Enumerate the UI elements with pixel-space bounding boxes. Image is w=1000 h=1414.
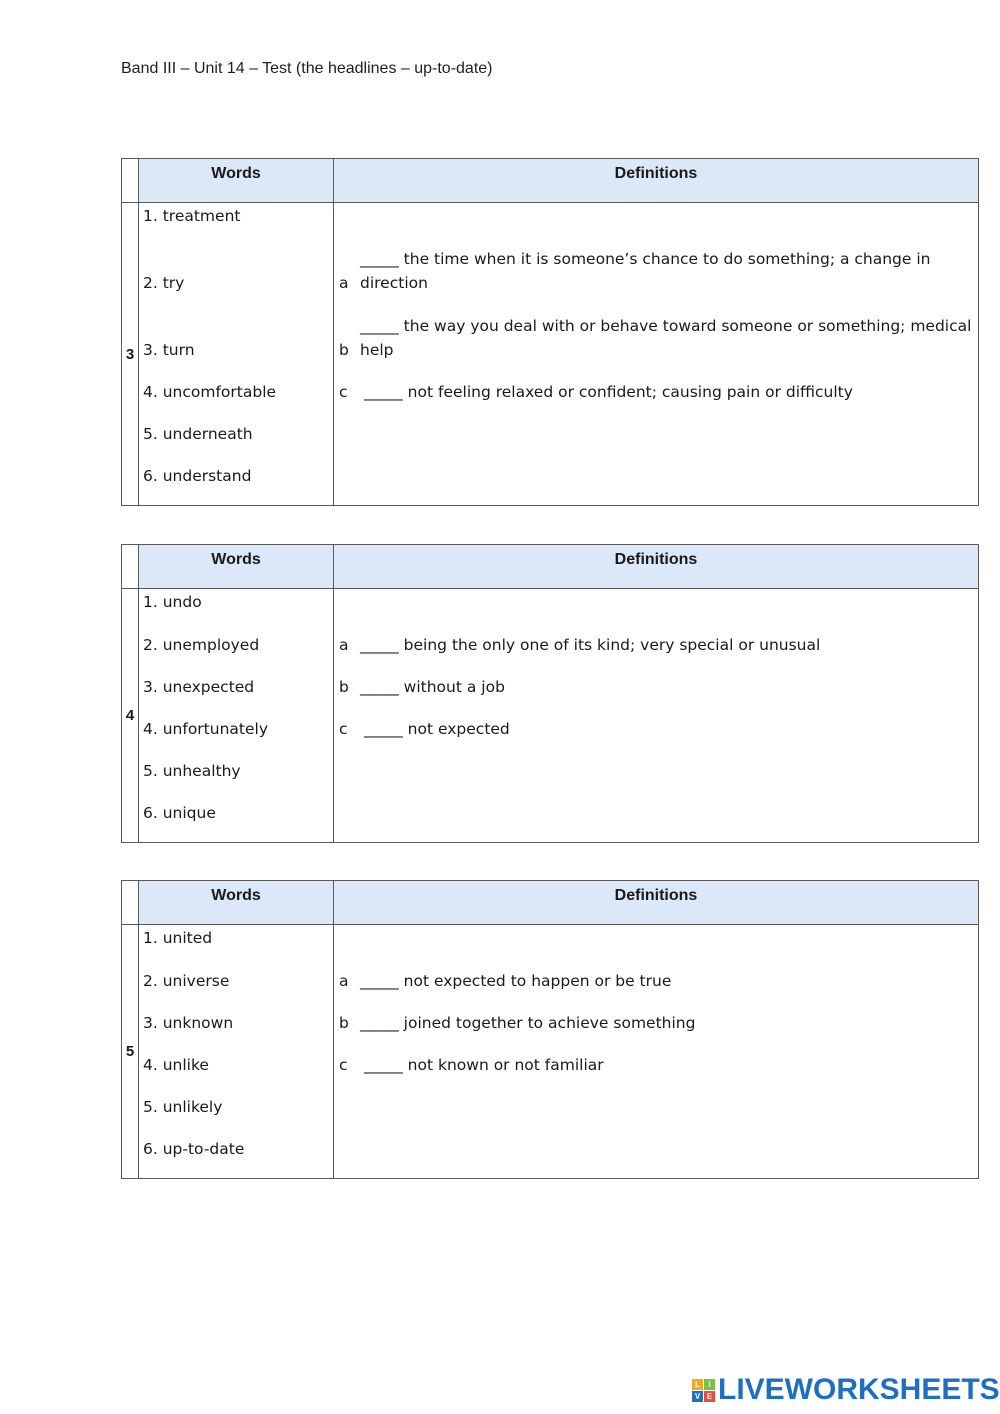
definition-c[interactable]: _____ not feeling relaxed or confident; causing pain or difficulty (364, 383, 853, 401)
definition-a-line1[interactable]: _____ the time when it is someone’s chance to do something; a change in (360, 250, 931, 268)
definition-letter: a (339, 972, 349, 990)
word-item: 6. up-to-date (143, 1140, 245, 1158)
definition-letter: c (339, 383, 348, 401)
word-item: 2. try (143, 274, 185, 292)
definitions-header: Definitions (334, 159, 979, 203)
logo-mark-icon: L I V E (692, 1379, 715, 1402)
word-item: 5. unhealthy (143, 762, 241, 780)
word-item: 5. underneath (143, 425, 253, 443)
word-item: 4. unlike (143, 1056, 209, 1074)
definition-letter: c (339, 1056, 348, 1074)
word-item: 5. unlikely (143, 1098, 223, 1116)
definitions-header: Definitions (334, 881, 979, 925)
logo-text: LIVEWORKSHEETS (718, 1373, 1000, 1406)
word-item: 6. unique (143, 804, 216, 822)
column-divider (333, 925, 334, 1179)
word-item: 3. unexpected (143, 678, 255, 696)
exercise-body (139, 589, 979, 843)
column-divider (333, 589, 334, 843)
definition-letter: b (339, 1014, 349, 1032)
word-item: 6. understand (143, 467, 252, 485)
definition-b[interactable]: _____ joined together to achieve something (360, 1014, 696, 1032)
definition-c[interactable]: _____ not known or not familiar (364, 1056, 604, 1074)
words-header: Words (139, 159, 334, 203)
word-item: 1. united (143, 929, 213, 947)
header-spacer (122, 159, 139, 203)
definition-a[interactable]: _____ being the only one of its kind; very special or unusual (360, 636, 821, 654)
word-item: 3. unknown (143, 1014, 234, 1032)
exercise-body (139, 203, 979, 506)
exercise-table-3 (121, 158, 979, 506)
word-item: 2. unemployed (143, 636, 260, 654)
header-spacer (122, 881, 139, 925)
definition-b-line2: help (360, 341, 394, 359)
header-spacer (122, 545, 139, 589)
word-item: 2. universe (143, 972, 230, 990)
definition-letter: c (339, 720, 348, 738)
column-divider (333, 203, 334, 506)
exercise-number: 3 (122, 203, 139, 506)
page-title: Band III – Unit 14 – Test (the headlines – up-to-date) (121, 60, 493, 77)
word-item: 4. unfortunately (143, 720, 268, 738)
word-item: 1. treatment (143, 207, 241, 225)
definition-letter: b (339, 678, 349, 696)
liveworksheets-logo (692, 1375, 1000, 1405)
definition-letter: b (339, 341, 349, 359)
words-header: Words (139, 881, 334, 925)
exercise-table-5 (121, 880, 979, 1179)
definition-a-line2: direction (360, 274, 428, 292)
word-item: 4. uncomfortable (143, 383, 277, 401)
word-item: 1. undo (143, 593, 202, 611)
definition-b-line1[interactable]: _____ the way you deal with or behave toward someone or something; medical (360, 317, 972, 335)
exercise-number: 4 (122, 589, 139, 843)
definition-letter: a (339, 274, 349, 292)
definition-a[interactable]: _____ not expected to happen or be true (360, 972, 672, 990)
exercise-body (139, 925, 979, 1179)
exercise-number: 5 (122, 925, 139, 1179)
definitions-header: Definitions (334, 545, 979, 589)
exercise-table-4 (121, 544, 979, 843)
definition-c[interactable]: _____ not expected (364, 720, 510, 738)
definition-letter: a (339, 636, 349, 654)
words-header: Words (139, 545, 334, 589)
word-item: 3. turn (143, 341, 195, 359)
definition-b[interactable]: _____ without a job (360, 678, 505, 696)
